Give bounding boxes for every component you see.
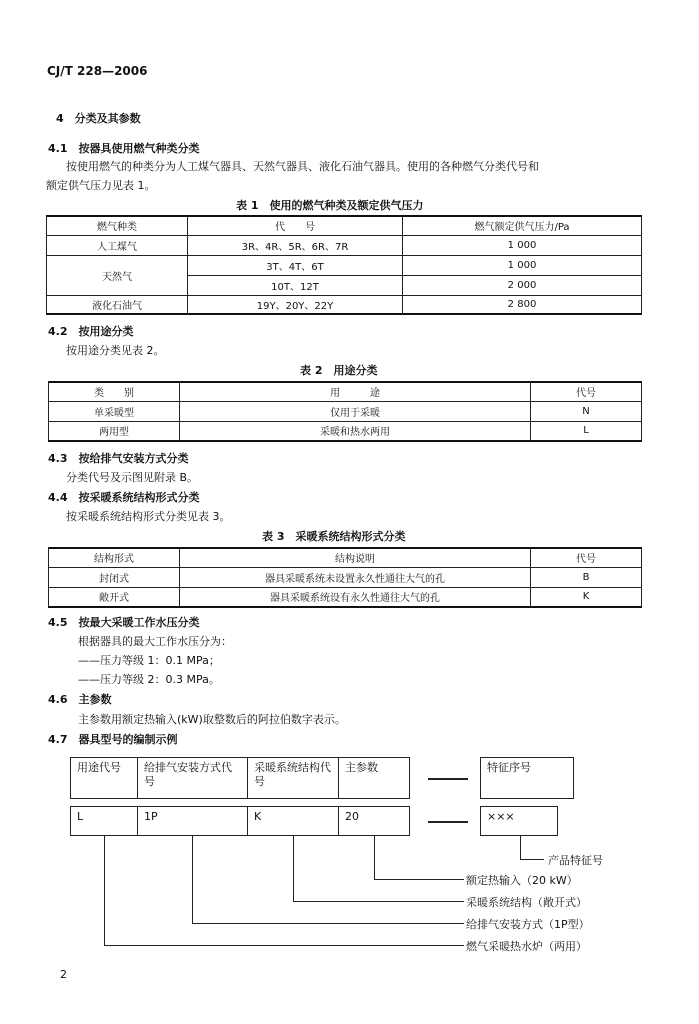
table-1-cell-code: 19Y、20Y、22Y bbox=[188, 295, 403, 314]
table-1-cell-kind: 天然气 bbox=[47, 255, 188, 295]
table-row bbox=[49, 421, 642, 441]
section-4-5-title: 4.5 按最大采暖工作水压分类 bbox=[48, 616, 200, 629]
table-1 bbox=[46, 215, 642, 315]
table-row bbox=[47, 295, 642, 314]
connector-main-param bbox=[374, 836, 375, 880]
section-4-1-para-line2: 额定供气压力见表 1。 bbox=[46, 179, 156, 192]
section-4-6-title: 4.6 主参数 bbox=[48, 693, 112, 706]
label-rated-heat-input: 额定热输入（20 kW） bbox=[466, 874, 578, 887]
section-4-1-para-line1: 按使用燃气的种类分为人工煤气器具、天然气器具、液化石油气器具。使用的各种燃气分类代号和 bbox=[66, 160, 539, 173]
table-row bbox=[47, 235, 642, 255]
box-heating-structure-code: 采暖系统结构代号 bbox=[247, 757, 339, 799]
table-3-header-form: 结构形式 bbox=[49, 548, 180, 567]
connector-flue bbox=[192, 836, 193, 924]
section-4-2-para: 按用途分类见表 2。 bbox=[66, 344, 165, 357]
connector-heating-structure-h bbox=[293, 901, 464, 902]
connector-feature-h bbox=[520, 859, 544, 860]
table-1-cell-pressure: 2 800 bbox=[403, 295, 642, 314]
connector-feature bbox=[520, 836, 521, 860]
table-2-cell-use: 仅用于采暖 bbox=[180, 401, 531, 421]
section-4-3-title: 4.3 按给排气安装方式分类 bbox=[48, 452, 189, 465]
section-4-4-title: 4.4 按采暖系统结构形式分类 bbox=[48, 491, 200, 504]
box-usage-code: 用途代号 bbox=[70, 757, 138, 799]
table-1-header-pressure: 燃气额定供气压力/Pa bbox=[403, 216, 642, 235]
section-4-6-para: 主参数用额定热输入(kW)取整数后的阿拉伯数字表示。 bbox=[78, 713, 346, 726]
page-number: 2 bbox=[60, 968, 67, 981]
standard-number: CJ/T 228—2006 bbox=[47, 64, 148, 78]
table-row bbox=[49, 567, 642, 587]
box-value-heating-structure: K bbox=[247, 806, 339, 836]
table-row bbox=[49, 401, 642, 421]
section-4-5-item-2: ——压力等级 2：0.3 MPa。 bbox=[78, 673, 220, 686]
table-2-header-kind: 类 别 bbox=[49, 382, 180, 401]
connector-usage-h bbox=[104, 945, 464, 946]
table-1-cell-pressure: 2 000 bbox=[403, 275, 642, 295]
table-3-cell-desc: 器具采暖系统未设置永久性通往大气的孔 bbox=[180, 567, 531, 587]
label-flue-installation: 给排气安装方式（1P型） bbox=[466, 918, 590, 931]
table-2-cell-kind: 两用型 bbox=[49, 421, 180, 441]
label-gas-boiler: 燃气采暖热水炉（两用） bbox=[466, 940, 587, 953]
table-2-header-use: 用 途 bbox=[180, 382, 531, 401]
section-4-title: 4 分类及其参数 bbox=[56, 112, 141, 125]
box-value-usage: L bbox=[70, 806, 138, 836]
table-3-header-desc: 结构说明 bbox=[180, 548, 531, 567]
table-1-header-kind: 燃气种类 bbox=[47, 216, 188, 235]
table-1-cell-kind: 液化石油气 bbox=[47, 295, 188, 314]
connector-heating-structure bbox=[293, 836, 294, 902]
dash-separator bbox=[428, 778, 468, 780]
table-1-cell-code: 3R、4R、5R、6R、7R bbox=[188, 235, 403, 255]
table-2-cell-kind: 单采暖型 bbox=[49, 401, 180, 421]
connector-usage bbox=[104, 836, 105, 946]
box-main-parameter: 主参数 bbox=[338, 757, 410, 799]
table-1-cell-code: 10T、12T bbox=[188, 275, 403, 295]
table-2-cell-code: L bbox=[531, 421, 642, 441]
table-1-cell-pressure: 1 000 bbox=[403, 255, 642, 275]
table-3-caption: 表 3 采暖系统结构形式分类 bbox=[262, 530, 406, 543]
table-3-cell-code: B bbox=[531, 567, 642, 587]
table-1-cell-code: 3T、4T、6T bbox=[188, 255, 403, 275]
table-1-cell-kind: 人工煤气 bbox=[47, 235, 188, 255]
section-4-3-para: 分类代号及示图见附录 B。 bbox=[66, 471, 199, 484]
section-4-5-item-1: ——压力等级 1：0.1 MPa； bbox=[78, 654, 220, 667]
table-1-caption: 表 1 使用的燃气种类及额定供气压力 bbox=[236, 199, 424, 212]
section-4-5-para: 根据器具的最大工作水压分为： bbox=[78, 635, 232, 648]
table-3-header-code: 代号 bbox=[531, 548, 642, 567]
table-3-cell-form: 敞开式 bbox=[49, 587, 180, 607]
connector-main-param-h bbox=[374, 879, 464, 880]
box-flue-code: 给排气安装方式代号 bbox=[137, 757, 248, 799]
table-1-cell-pressure: 1 000 bbox=[403, 235, 642, 255]
label-heating-structure: 采暖系统结构（敞开式） bbox=[466, 896, 587, 909]
section-4-4-para: 按采暖系统结构形式分类见表 3。 bbox=[66, 510, 231, 523]
box-value-main-parameter: 20 bbox=[338, 806, 410, 836]
table-1-header-code: 代 号 bbox=[188, 216, 403, 235]
box-feature-serial: 特征序号 bbox=[480, 757, 574, 799]
section-4-1-title: 4.1 按器具使用燃气种类分类 bbox=[48, 142, 200, 155]
section-4-2-title: 4.2 按用途分类 bbox=[48, 325, 134, 338]
section-4-7-title: 4.7 器具型号的编制示例 bbox=[48, 733, 178, 746]
table-2-caption: 表 2 用途分类 bbox=[300, 364, 378, 377]
table-3-cell-desc: 器具采暖系统设有永久性通往大气的孔 bbox=[180, 587, 531, 607]
box-value-flue: 1P bbox=[137, 806, 248, 836]
table-3-cell-form: 封闭式 bbox=[49, 567, 180, 587]
dash-separator bbox=[428, 821, 468, 823]
connector-flue-h bbox=[192, 923, 464, 924]
table-3-cell-code: K bbox=[531, 587, 642, 607]
table-3 bbox=[48, 547, 642, 608]
table-row bbox=[47, 255, 642, 275]
table-2-header-code: 代号 bbox=[531, 382, 642, 401]
table-row bbox=[49, 587, 642, 607]
table-2-cell-code: N bbox=[531, 401, 642, 421]
table-2-cell-use: 采暖和热水两用 bbox=[180, 421, 531, 441]
label-product-feature: 产品特征号 bbox=[548, 854, 603, 867]
table-2 bbox=[48, 381, 642, 442]
box-value-feature: ××× bbox=[480, 806, 558, 836]
